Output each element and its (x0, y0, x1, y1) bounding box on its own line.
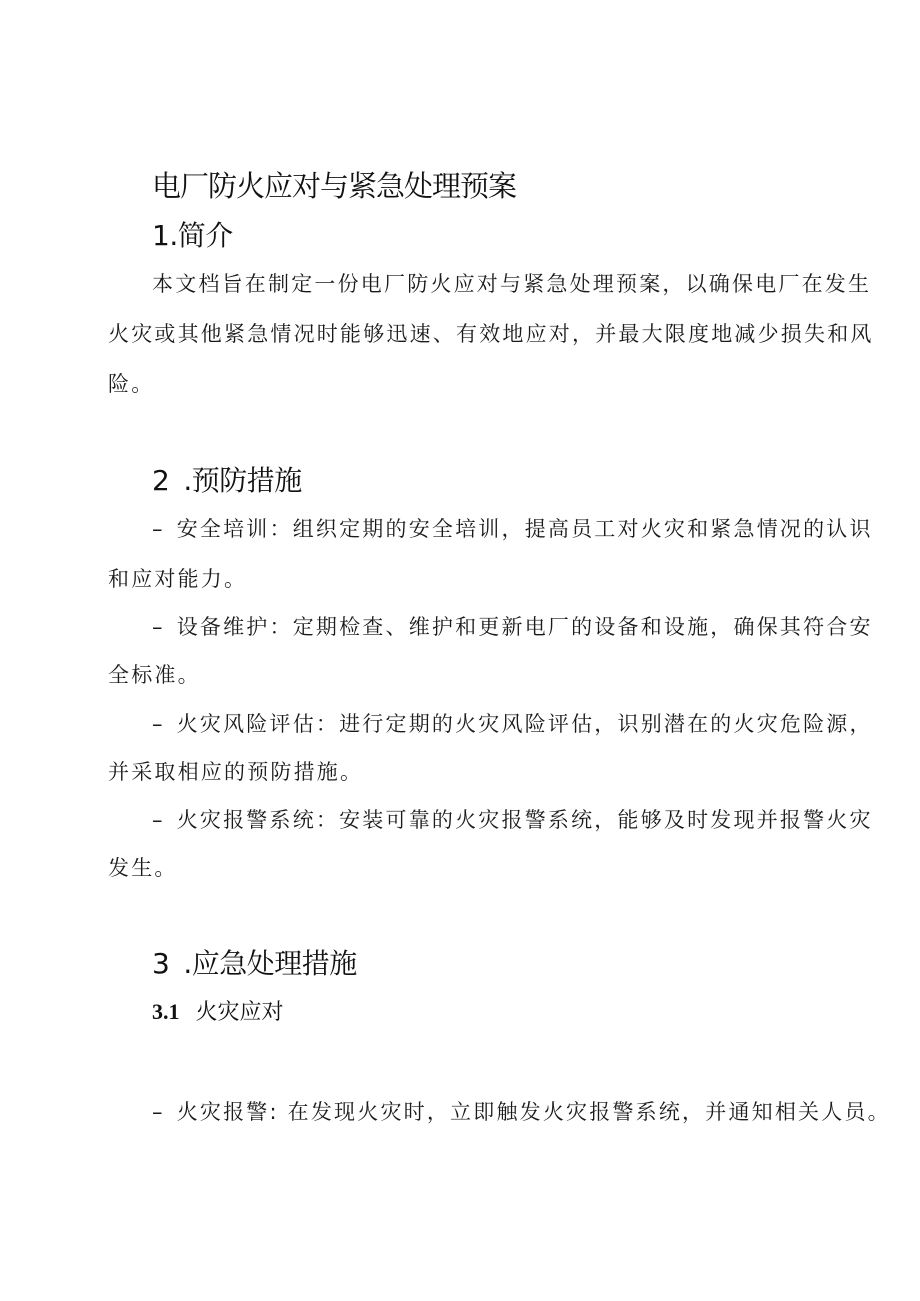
section-heading-text: .预防措施 (183, 464, 302, 497)
intro-line-2: 火灾或其他紧急情况时能够迅速、有效地应对，并最大限度地减少损失和风 (108, 322, 874, 346)
section-heading-emergency (152, 944, 357, 984)
bullet-dash: – (152, 615, 165, 639)
list-item-continuation: 并采取相应的预防措施。 (108, 760, 364, 784)
list-item (152, 708, 873, 740)
list-item-continuation: 发生。 (108, 856, 178, 880)
subsection-heading (152, 996, 284, 1029)
bullet-dash: – (152, 1100, 165, 1124)
intro-line-1: 本文档旨在制定一份电厂防火应对与紧急处理预案，以确保电厂在发生 (152, 272, 872, 296)
section-number: 2 (152, 464, 170, 497)
list-item-continuation: 和应对能力。 (108, 567, 248, 591)
list-item (152, 513, 873, 545)
list-item-text: 火灾报警: 在发现火灾时，立即触发火灾报警系统，并通知相关人员。 (176, 1100, 891, 1124)
document-title: 电厂防火应对与紧急处理预案 (152, 169, 517, 203)
list-item-text: 火灾报警系统：安装可靠的火灾报警系统，能够及时发现并报警火灾 (176, 808, 873, 832)
section-number: 3 (152, 947, 170, 980)
section-heading-text: .应急处理措施 (183, 947, 357, 980)
section-heading-prevention (152, 461, 302, 501)
list-item (152, 611, 873, 643)
intro-line-3: 险。 (108, 372, 155, 396)
bullet-dash: – (152, 712, 165, 736)
subsection-heading-text: 火灾应对 (195, 1000, 284, 1025)
list-item (152, 804, 873, 836)
list-item-text: 安全培训：组织定期的安全培训，提高员工对火灾和紧急情况的认识 (176, 517, 873, 541)
list-item-text: 设备维护：定期检查、维护和更新电厂的设备和设施，确保其符合安 (176, 615, 873, 639)
section-heading-intro: 1.简介 (152, 219, 233, 252)
list-item-text: 火灾风险评估：进行定期的火灾风险评估，识别潜在的火灾危险源， (176, 712, 873, 736)
bullet-dash: – (152, 808, 165, 832)
list-item (152, 1096, 891, 1128)
list-item-continuation: 全标准。 (108, 663, 201, 687)
bullet-dash: – (152, 517, 165, 541)
subsection-number: 3.1 (152, 999, 180, 1024)
